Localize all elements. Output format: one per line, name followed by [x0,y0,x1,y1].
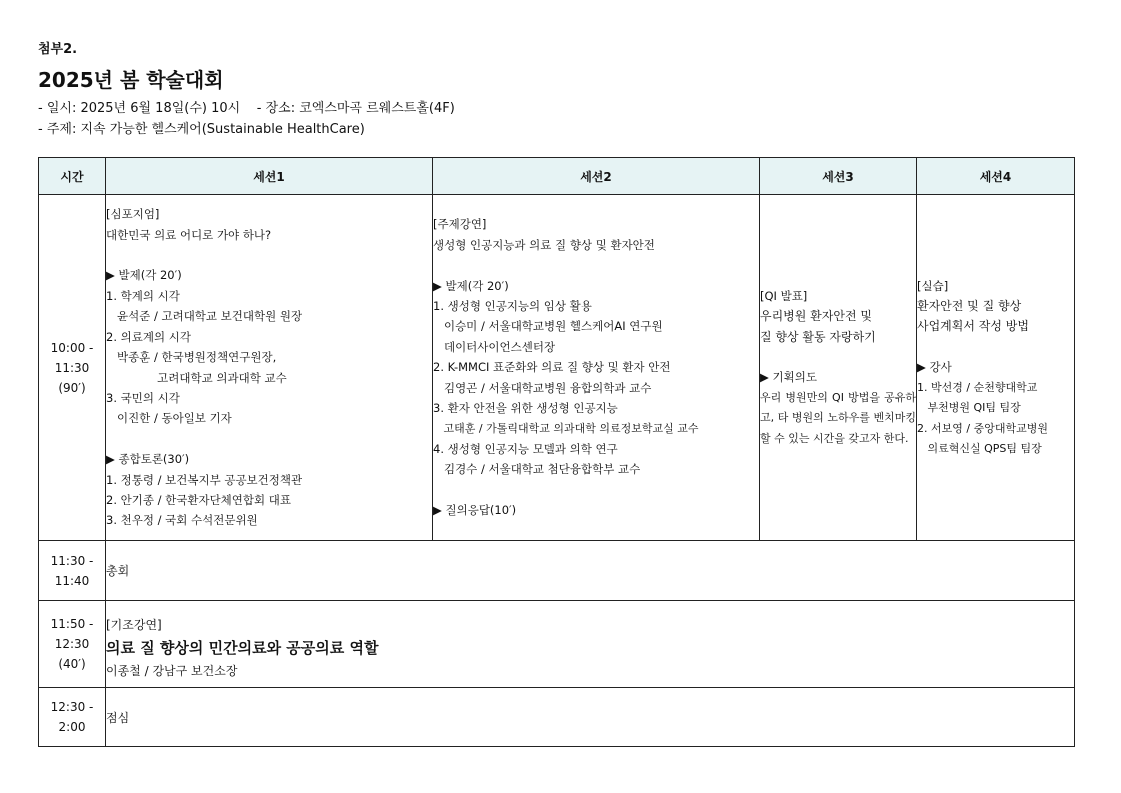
event-topic-line: - 주제: 지속 가능한 헬스케어(Sustainable HealthCare) [38,122,365,137]
session-4-title: 사업계획서 작성 방법 [917,319,1029,334]
session-1-item: 2. 의료계의 시각 [106,329,191,344]
table-row [39,541,1075,601]
time-start: 12:30 - [50,700,94,714]
session-3-intent: 우리 병원만의 QI 방법을 공유하고, 타 병원의 노하우를 벤치마킹 할 수 있는 시간을 갖고자 한다. [760,390,916,445]
page-title: 2025년 봄 학술대회 [38,68,224,92]
lunch-cell: 점심 [106,688,1075,747]
time-end: 2:00 [58,720,86,734]
spacer [760,347,916,367]
session-2-speaker: 고태훈 / 가톨릭대학교 의과대학 의료정보학교실 교수 [433,421,699,435]
session-1-speaker: 박종훈 / 한국병원정책연구원장, [106,350,277,365]
session-2-cell [433,195,760,541]
time-start: 10:00 - [50,340,94,355]
session-4-section: ▶ 강사 [917,360,952,375]
spacer [917,337,1074,357]
session-4-speaker: 2. 서보영 / 중앙대학교병원 [917,421,1048,435]
time-start: 11:30 - [50,553,94,568]
header-session-1: 세션1 [106,158,433,195]
session-4-title: 환자안전 및 질 향상 [917,299,1022,314]
session-2-section: ▶ 질의응답(10′) [433,503,517,518]
time-cell [39,688,106,747]
header-session-3: 세션3 [760,158,917,195]
session-3-tag: [QI 발표] [760,288,808,303]
attachment-label: 첨부2. [38,42,78,57]
table-row [39,195,1075,541]
general-meeting-cell: 총회 [106,541,1075,601]
session-4-speaker: 1. 박선경 / 순천향대학교 [917,380,1038,394]
session-4-speaker: 의료혁신실 QPS팀 팀장 [917,441,1042,455]
session-1-panelist: 3. 천우정 / 국회 수석전문위원 [106,513,258,528]
session-2-item: 1. 생성형 인공지능의 임상 활용 [433,299,592,314]
session-3-cell [760,195,917,541]
spacer [106,429,432,449]
session-4-tag: [실습] [917,278,949,293]
session-2-speaker: 김영곤 / 서울대학교병원 융합의학과 교수 [433,380,652,395]
keynote-title: 의료 질 향상의 민간의료와 공공의료 역할 [106,639,379,657]
session-1-speaker: 이진한 / 동아일보 기자 [106,411,232,426]
time-end: 12:30 [54,637,90,651]
session-2-speaker: 데이터사이언스센터장 [433,339,556,354]
session-3-title: 우리병원 환자안전 및 [760,309,872,324]
header-time: 시간 [39,158,106,195]
time-duration: (90′) [58,380,86,395]
session-4-speaker: 부천병원 QI팀 팀장 [917,401,1021,415]
session-1-tag: [심포지엄] [106,207,160,222]
session-1-section: ▶ 종합토론(30′) [106,452,190,467]
schedule-table [38,157,1075,747]
keynote-speaker: 이종철 / 강남구 보건소장 [106,664,238,678]
keynote-cell [106,601,1075,688]
table-row [39,688,1075,747]
time-end: 11:40 [54,573,90,588]
time-cell [39,541,106,601]
session-2-speaker: 이승미 / 서울대학교병원 헬스케어AI 연구원 [433,319,663,334]
session-1-item: 1. 학계의 시각 [106,288,180,303]
session-2-section: ▶ 발제(각 20′) [433,278,509,293]
session-2-item: 4. 생성형 인공지능 모델과 의학 연구 [433,441,618,456]
session-1-speaker: 고려대학교 의과대학 교수 [106,370,287,385]
session-2-item: 3. 환자 안전을 위한 생성형 인공지능 [433,401,618,416]
time-end: 11:30 [54,360,90,375]
time-start: 11:50 - [50,617,94,631]
header-row [39,158,1075,195]
spacer [106,245,432,265]
session-2-item: 2. K-MMCI 표준화와 의료 질 향상 및 환자 안전 [433,360,671,375]
session-3-title: 질 향상 활동 자랑하기 [760,329,876,344]
session-1-item: 3. 국민의 시각 [106,390,180,405]
session-2-title: 생성형 인공지능과 의료 질 향상 및 환자안전 [433,237,655,252]
session-2-tag: [주제강연] [433,217,487,232]
time-cell [39,601,106,688]
table-row [39,601,1075,688]
session-3-section: ▶ 기획의도 [760,370,817,385]
session-1-panelist: 2. 안기종 / 한국환자단체연합회 대표 [106,492,291,507]
session-1-title: 대한민국 의료 어디로 가야 하나? [106,227,272,242]
spacer [433,255,759,275]
keynote-tag: [기조강연] [106,617,162,632]
session-1-panelist: 1. 정통령 / 보건복지부 공공보건정책관 [106,472,303,487]
header-session-4: 세션4 [917,158,1075,195]
session-1-section: ▶ 발제(각 20′) [106,268,182,283]
session-4-cell [917,195,1075,541]
event-info-line: - 일시: 2025년 6월 18일(수) 10시 - 장소: 코엑스마곡 르웨스트홀(4F) [38,101,455,116]
time-cell [39,195,106,541]
document-page [38,40,1074,734]
spacer [433,480,759,500]
session-1-cell [106,195,433,541]
header-session-2: 세션2 [433,158,760,195]
session-1-speaker: 윤석준 / 고려대학교 보건대학원 원장 [106,309,303,324]
session-2-speaker: 김경수 / 서울대학교 첨단융합학부 교수 [433,462,641,477]
time-duration: (40′) [58,657,86,671]
